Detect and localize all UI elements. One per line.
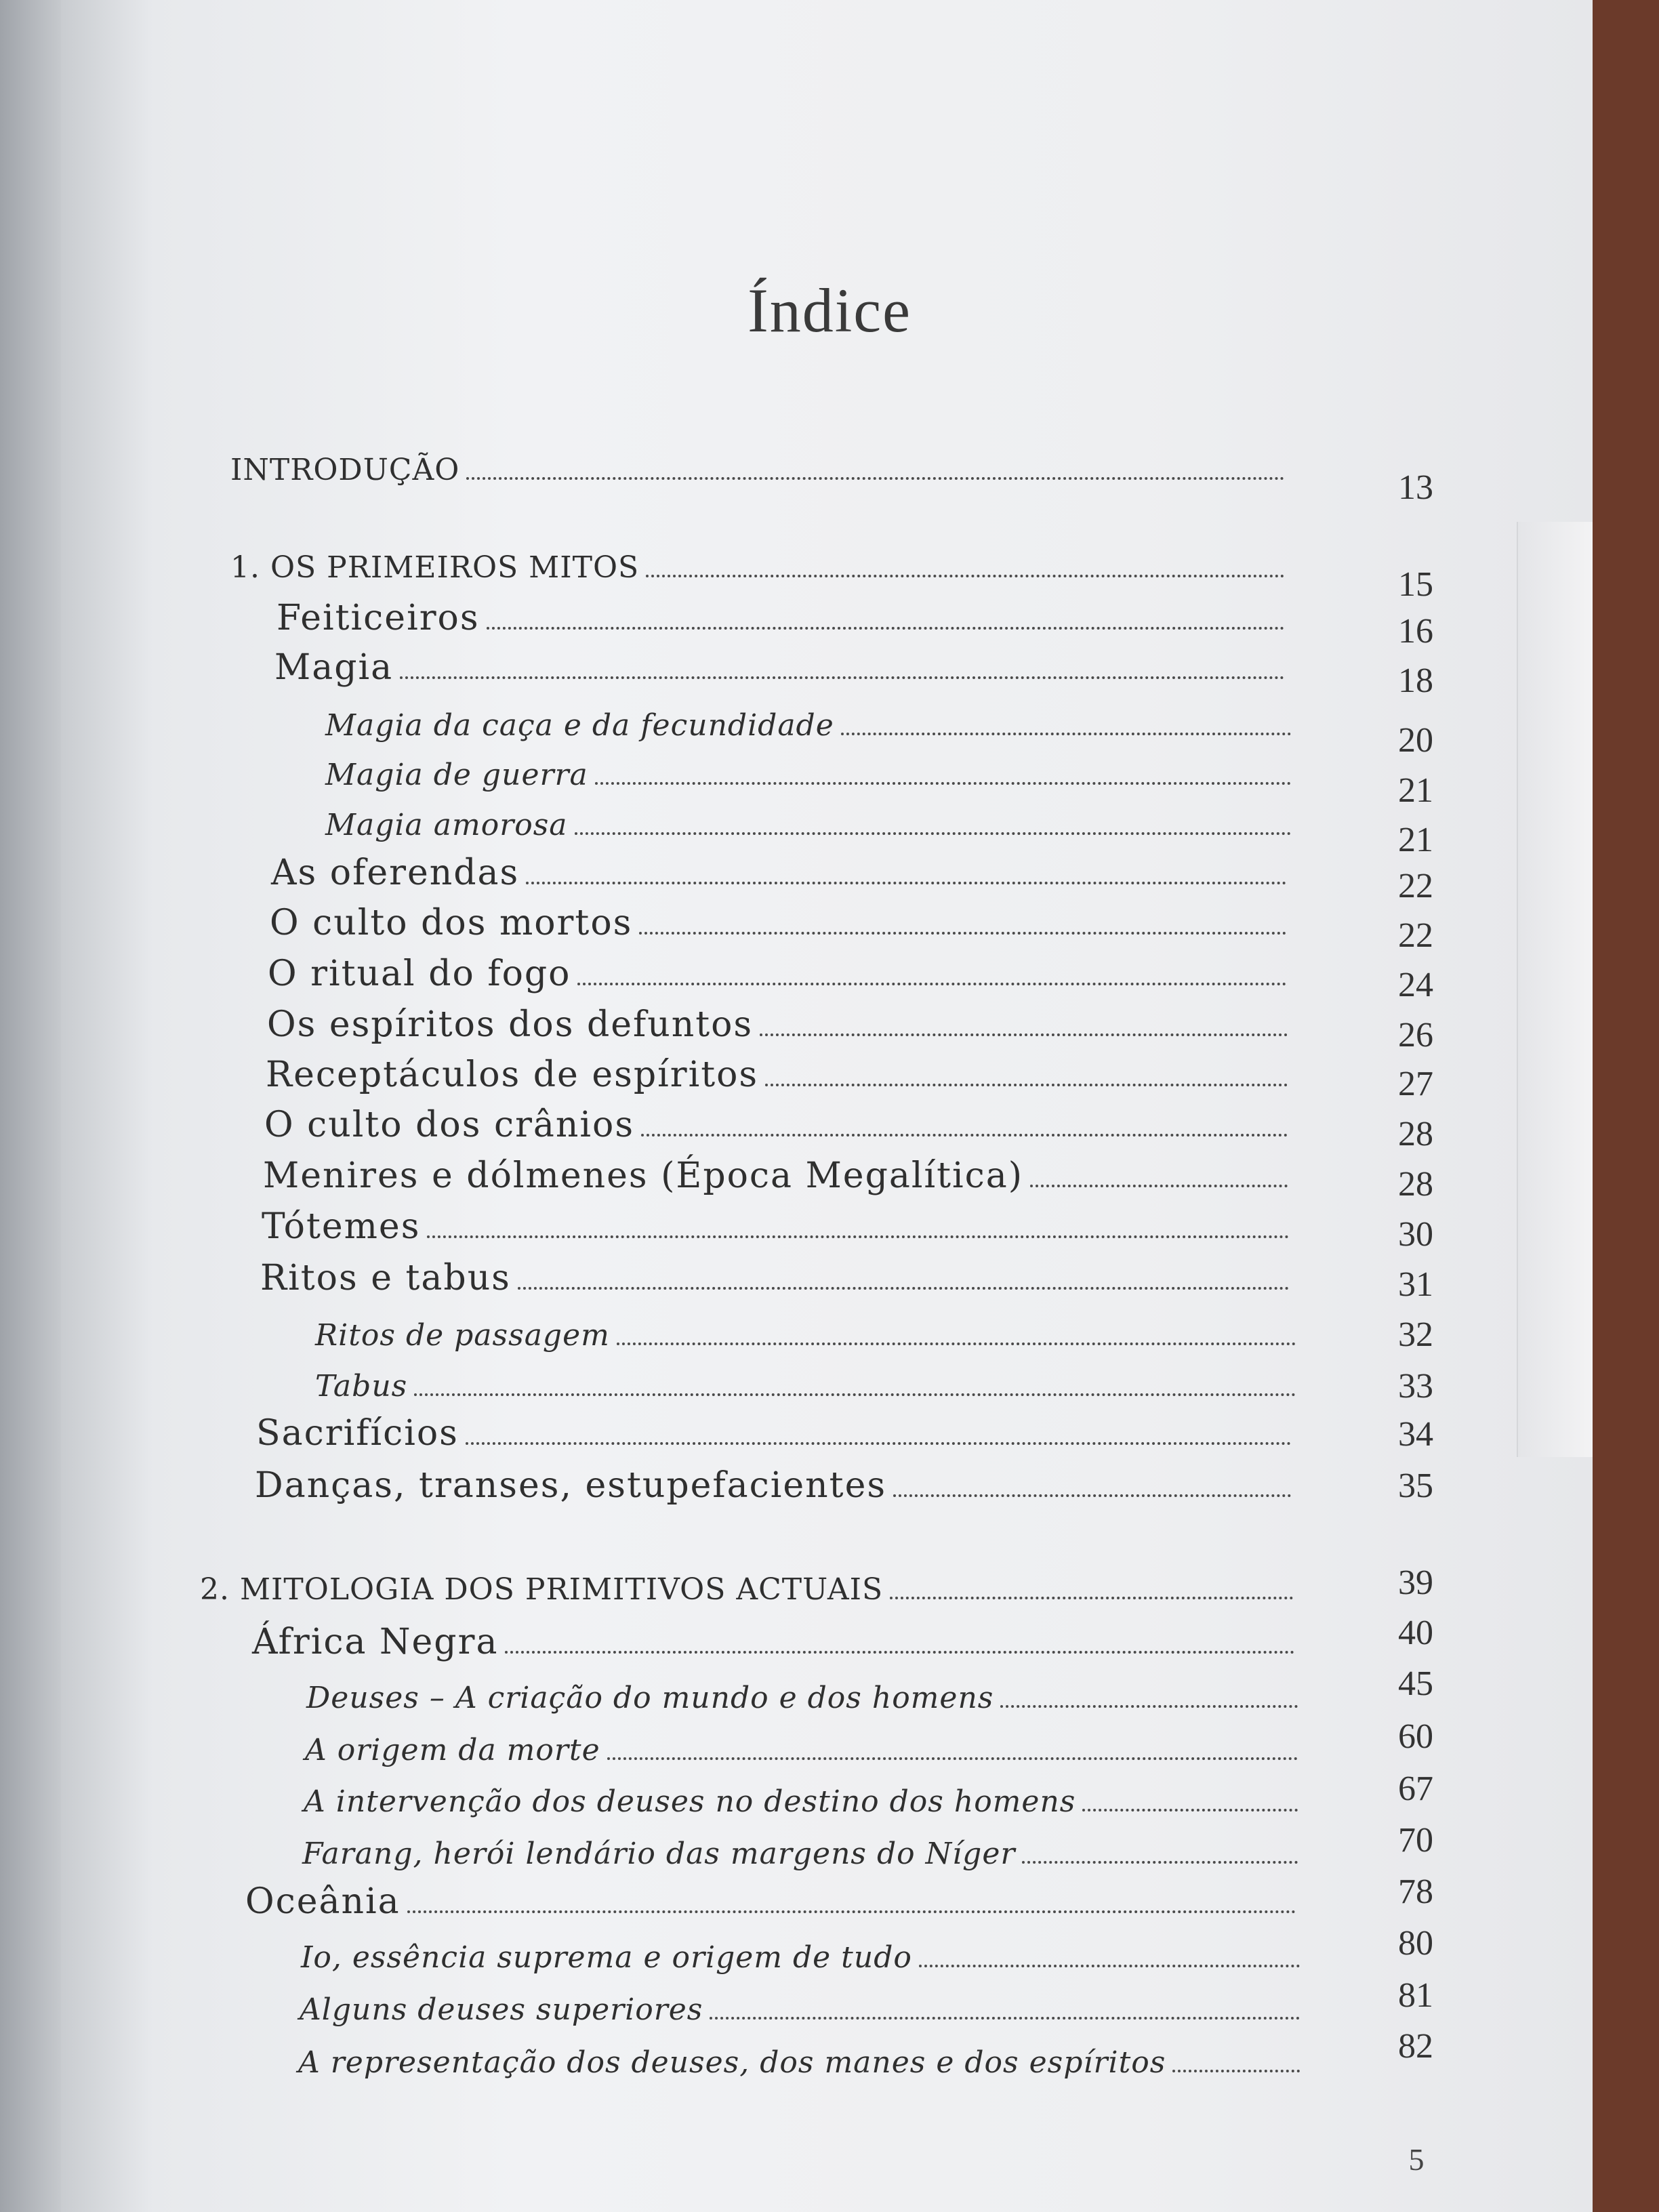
toc-entry [230,550,1284,585]
toc-entry-label: Feiticeiros [276,598,480,638]
toc-entry-page-number: 21 [1398,821,1433,859]
toc-entry-page-number: 28 [1398,1115,1433,1153]
toc-entry-label: 2. MITOLOGIA DOS PRIMITIVOS ACTUAIS [200,1572,884,1607]
dot-leader [466,1442,1291,1445]
toc-entry [302,1837,1298,1871]
dot-leader [1030,1185,1288,1187]
toc-entry-page-number: 40 [1398,1614,1433,1652]
toc-entry [325,808,1291,842]
toc-entry-label: INTRODUÇÃO [230,453,460,487]
toc-entry-label: Magia de guerra [325,758,588,792]
toc-entry-label: Farang, herói lendário das margens do Níger [302,1837,1016,1871]
dot-leader [641,1134,1288,1136]
toc-entry-page-number: 34 [1398,1415,1433,1454]
dot-leader [575,832,1291,835]
toc-entry-page-number: 16 [1398,612,1433,651]
toc-entry-label: Danças, transes, estupefacientes [255,1465,887,1506]
toc-entry-label: Oceânia [245,1881,401,1922]
toc-entry [266,1054,1288,1095]
toc-entry-label: A representação dos deuses, dos manes e dos espíritos [298,2045,1166,2080]
dot-leader [710,2017,1300,2020]
toc-entry-page-number: 21 [1398,771,1433,810]
toc-entry-label: Tótemes [262,1206,421,1247]
toc-entry-label: O culto dos crânios [264,1105,635,1145]
toc-entry-page-number: 13 [1398,468,1433,507]
toc-entry-page-number: 26 [1398,1016,1433,1054]
page-title: Índice [747,276,912,345]
dot-leader [639,932,1286,935]
dot-leader [427,1235,1289,1238]
dot-leader [577,983,1286,985]
toc-entry [252,1622,1294,1662]
dot-leader [414,1393,1296,1396]
toc-entry-page-number: 22 [1398,867,1433,905]
toc-entry-page-number: 24 [1398,966,1433,1004]
toc-entry-label: Sacrifícios [256,1413,459,1454]
dot-leader [1022,1861,1298,1864]
toc-entry-label: Magia da caça e da fecundidade [325,708,834,743]
toc-entry [270,903,1286,943]
dot-leader [893,1494,1291,1497]
toc-entry [325,758,1291,792]
dot-leader [841,733,1291,735]
dot-leader [526,882,1286,884]
toc-entry [304,1784,1298,1819]
toc-entry [230,453,1284,487]
toc-entry [263,1155,1288,1196]
toc-entry [255,1465,1291,1506]
toc-entry-page-number: 30 [1398,1215,1433,1254]
toc-entry-label: África Negra [252,1622,499,1662]
dot-leader [617,1343,1296,1345]
toc-entry-page-number: 70 [1398,1821,1433,1860]
toc-entry-page-number: 81 [1398,1976,1433,2015]
toc-entry-label: 1. OS PRIMEIROS MITOS [230,550,640,585]
dot-leader [400,676,1284,679]
toc-entry-label: Tabus [315,1369,408,1404]
toc-entry [200,1572,1293,1607]
dot-leader [765,1084,1288,1086]
toc-entry-page-number: 28 [1398,1165,1433,1204]
toc-entry-label: O ritual do fogo [268,954,571,994]
page-number: 5 [1408,2142,1425,2177]
toc-entry-page-number: 39 [1398,1563,1433,1602]
toc-entry-page-number: 31 [1398,1265,1433,1304]
toc-entry [315,1318,1296,1353]
dot-leader [595,782,1291,785]
dot-leader [760,1033,1288,1036]
toc-entry-page-number: 18 [1398,661,1433,700]
toc-entry-page-number: 15 [1398,565,1433,604]
toc-entry [245,1881,1296,1922]
dot-leader [407,1910,1296,1913]
toc-entry-label: As oferendas [271,853,520,893]
toc-entry-label: O culto dos mortos [270,903,633,943]
toc-entry [256,1413,1291,1454]
toc-entry [267,1004,1288,1045]
toc-entry-page-number: 33 [1398,1367,1433,1406]
toc-entry [271,853,1286,893]
toc-entry-label: Alguns deuses superiores [300,1992,703,2027]
toc-entry-page-number: 32 [1398,1315,1433,1354]
toc-entry [268,954,1286,994]
toc-entry-page-number: 22 [1398,916,1433,955]
toc-entry [306,1681,1298,1715]
toc-entry [262,1206,1289,1247]
toc-entry [300,1992,1300,2027]
toc-entry [260,1258,1289,1298]
toc-entry [264,1105,1288,1145]
dot-leader [607,1757,1298,1760]
toc-entry [305,1733,1298,1767]
toc-entry-label: A intervenção dos deuses no destino dos homens [304,1784,1076,1819]
toc-entry-page-number: 20 [1398,721,1433,760]
toc-entry-page-number: 27 [1398,1065,1433,1103]
toc-entry [298,2045,1300,2080]
dot-leader [466,477,1284,480]
toc-entry [276,598,1284,638]
toc-entry-page-number: 82 [1398,2027,1433,2066]
toc-entry [301,1940,1300,1975]
dot-leader [518,1287,1289,1290]
toc-entry-page-number: 80 [1398,1924,1433,1963]
toc-entry [315,1369,1296,1404]
dot-leader [919,1965,1300,1967]
toc-entry [325,708,1291,743]
toc-entry-label: Ritos e tabus [260,1258,511,1298]
toc-entry [274,647,1284,688]
toc-entry-label: Ritos de passagem [315,1318,610,1353]
toc-entry-label: Menires e dólmenes (Época Megalítica) [263,1155,1024,1196]
dot-leader [646,575,1284,577]
toc-entry-label: Receptáculos de espíritos [266,1054,759,1095]
toc-entry-label: Deuses – A criação do mundo e dos homens [306,1681,994,1715]
toc-entry-label: Io, essência suprema e origem de tudo [301,1940,912,1975]
dot-leader [1172,2070,1300,2072]
toc-entry-page-number: 60 [1398,1717,1433,1756]
dot-leader [487,627,1284,630]
toc-entry-page-number: 45 [1398,1664,1433,1703]
toc-entry-page-number: 78 [1398,1872,1433,1911]
dot-leader [505,1651,1294,1654]
dot-leader [1000,1705,1298,1708]
dot-leader [890,1597,1293,1599]
toc-entry-label: Os espíritos dos defuntos [267,1004,754,1045]
toc-entry-label: Magia amorosa [325,808,568,842]
dot-leader [1082,1809,1298,1811]
toc-entry-page-number: 67 [1398,1769,1433,1808]
toc-entry-label: A origem da morte [305,1733,600,1767]
toc-entry-label: Magia [274,647,394,688]
toc-entry-page-number: 35 [1398,1467,1433,1505]
